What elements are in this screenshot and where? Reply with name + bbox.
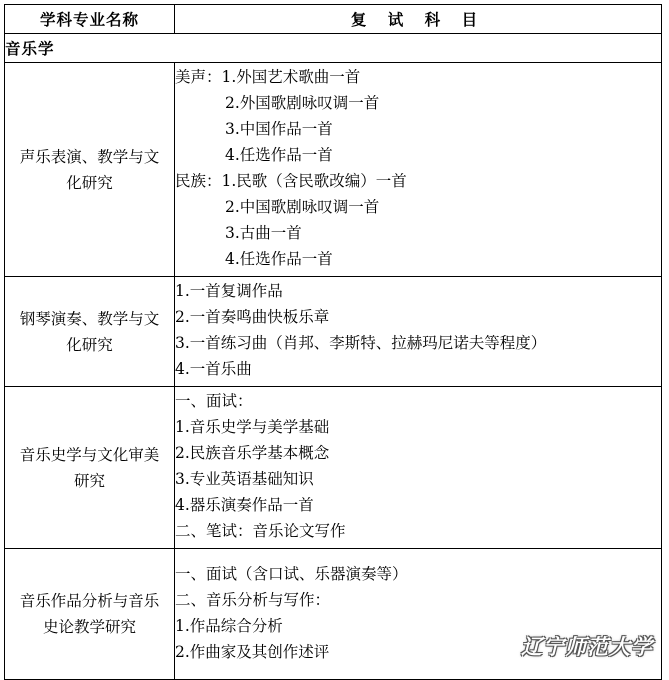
subject-line: 一、面试： <box>175 392 253 410</box>
table-row <box>5 277 662 387</box>
subject-line: 4.器乐演奏作品一首 <box>175 496 314 514</box>
section-row <box>5 34 662 63</box>
header-exam-subjects: 复 试 科 目 <box>175 5 662 34</box>
subject-line: 3.中国作品一首 <box>225 120 333 138</box>
subject-line: 1.作品综合分析 <box>175 616 283 635</box>
subject-line: 4.任选作品一首 <box>225 146 333 164</box>
major-name: 音乐史学与文化审美研究 <box>19 445 160 490</box>
subject-line: 4.任选作品一首 <box>225 250 333 268</box>
table-header-row <box>5 5 662 34</box>
major-name: 声乐表演、教学与文化研究 <box>19 147 160 192</box>
subject-line: 二、笔试：音乐论文写作 <box>175 522 346 540</box>
subject-line: 一、面试（含口试、乐器演奏等） <box>175 564 408 583</box>
major-name-cell <box>5 63 175 277</box>
subjects-cell <box>175 277 662 387</box>
subject-line: 1.一首复调作品 <box>175 282 283 300</box>
subject-line: 1.音乐史学与美学基础 <box>175 418 330 436</box>
subject-line: 民族：1.民歌（含民歌改编）一首 <box>175 172 407 190</box>
major-name-cell <box>5 277 175 387</box>
subject-line: 2.中国歌剧咏叹调一首 <box>225 198 380 216</box>
major-name: 钢琴演奏、教学与文化研究 <box>19 309 160 354</box>
subject-line: 3.古曲一首 <box>225 224 302 242</box>
subject-line: 2.民族音乐学基本概念 <box>175 444 330 462</box>
subject-line: 二、音乐分析与写作： <box>175 590 331 609</box>
subject-line: 3.专业英语基础知识 <box>175 470 314 488</box>
subject-line: 2.一首奏鸣曲快板乐章 <box>175 308 330 326</box>
table-row <box>5 63 662 277</box>
subject-line: 3.一首练习曲（肖邦、李斯特、拉赫玛尼诺夫等程度） <box>175 334 547 352</box>
major-name-cell <box>5 387 175 549</box>
watermark-logo-text: 辽宁师范大学 <box>521 635 653 659</box>
subject-line: 2.作曲家及其创作述评 <box>175 642 330 661</box>
major-name: 音乐作品分析与音乐史论教学研究 <box>19 592 160 636</box>
major-name-cell <box>5 549 175 680</box>
subject-line: 美声：1.外国艺术歌曲一首 <box>175 68 361 86</box>
subject-line: 2.外国歌剧咏叹调一首 <box>225 94 380 112</box>
subject-line: 4.一首乐曲 <box>175 360 252 378</box>
section-title: 音乐学 <box>5 34 662 63</box>
header-major-name: 学科专业名称 <box>5 5 175 34</box>
subjects-cell <box>175 63 662 277</box>
exam-subjects-table <box>4 4 662 680</box>
table-row <box>5 387 662 549</box>
subjects-cell <box>175 387 662 549</box>
